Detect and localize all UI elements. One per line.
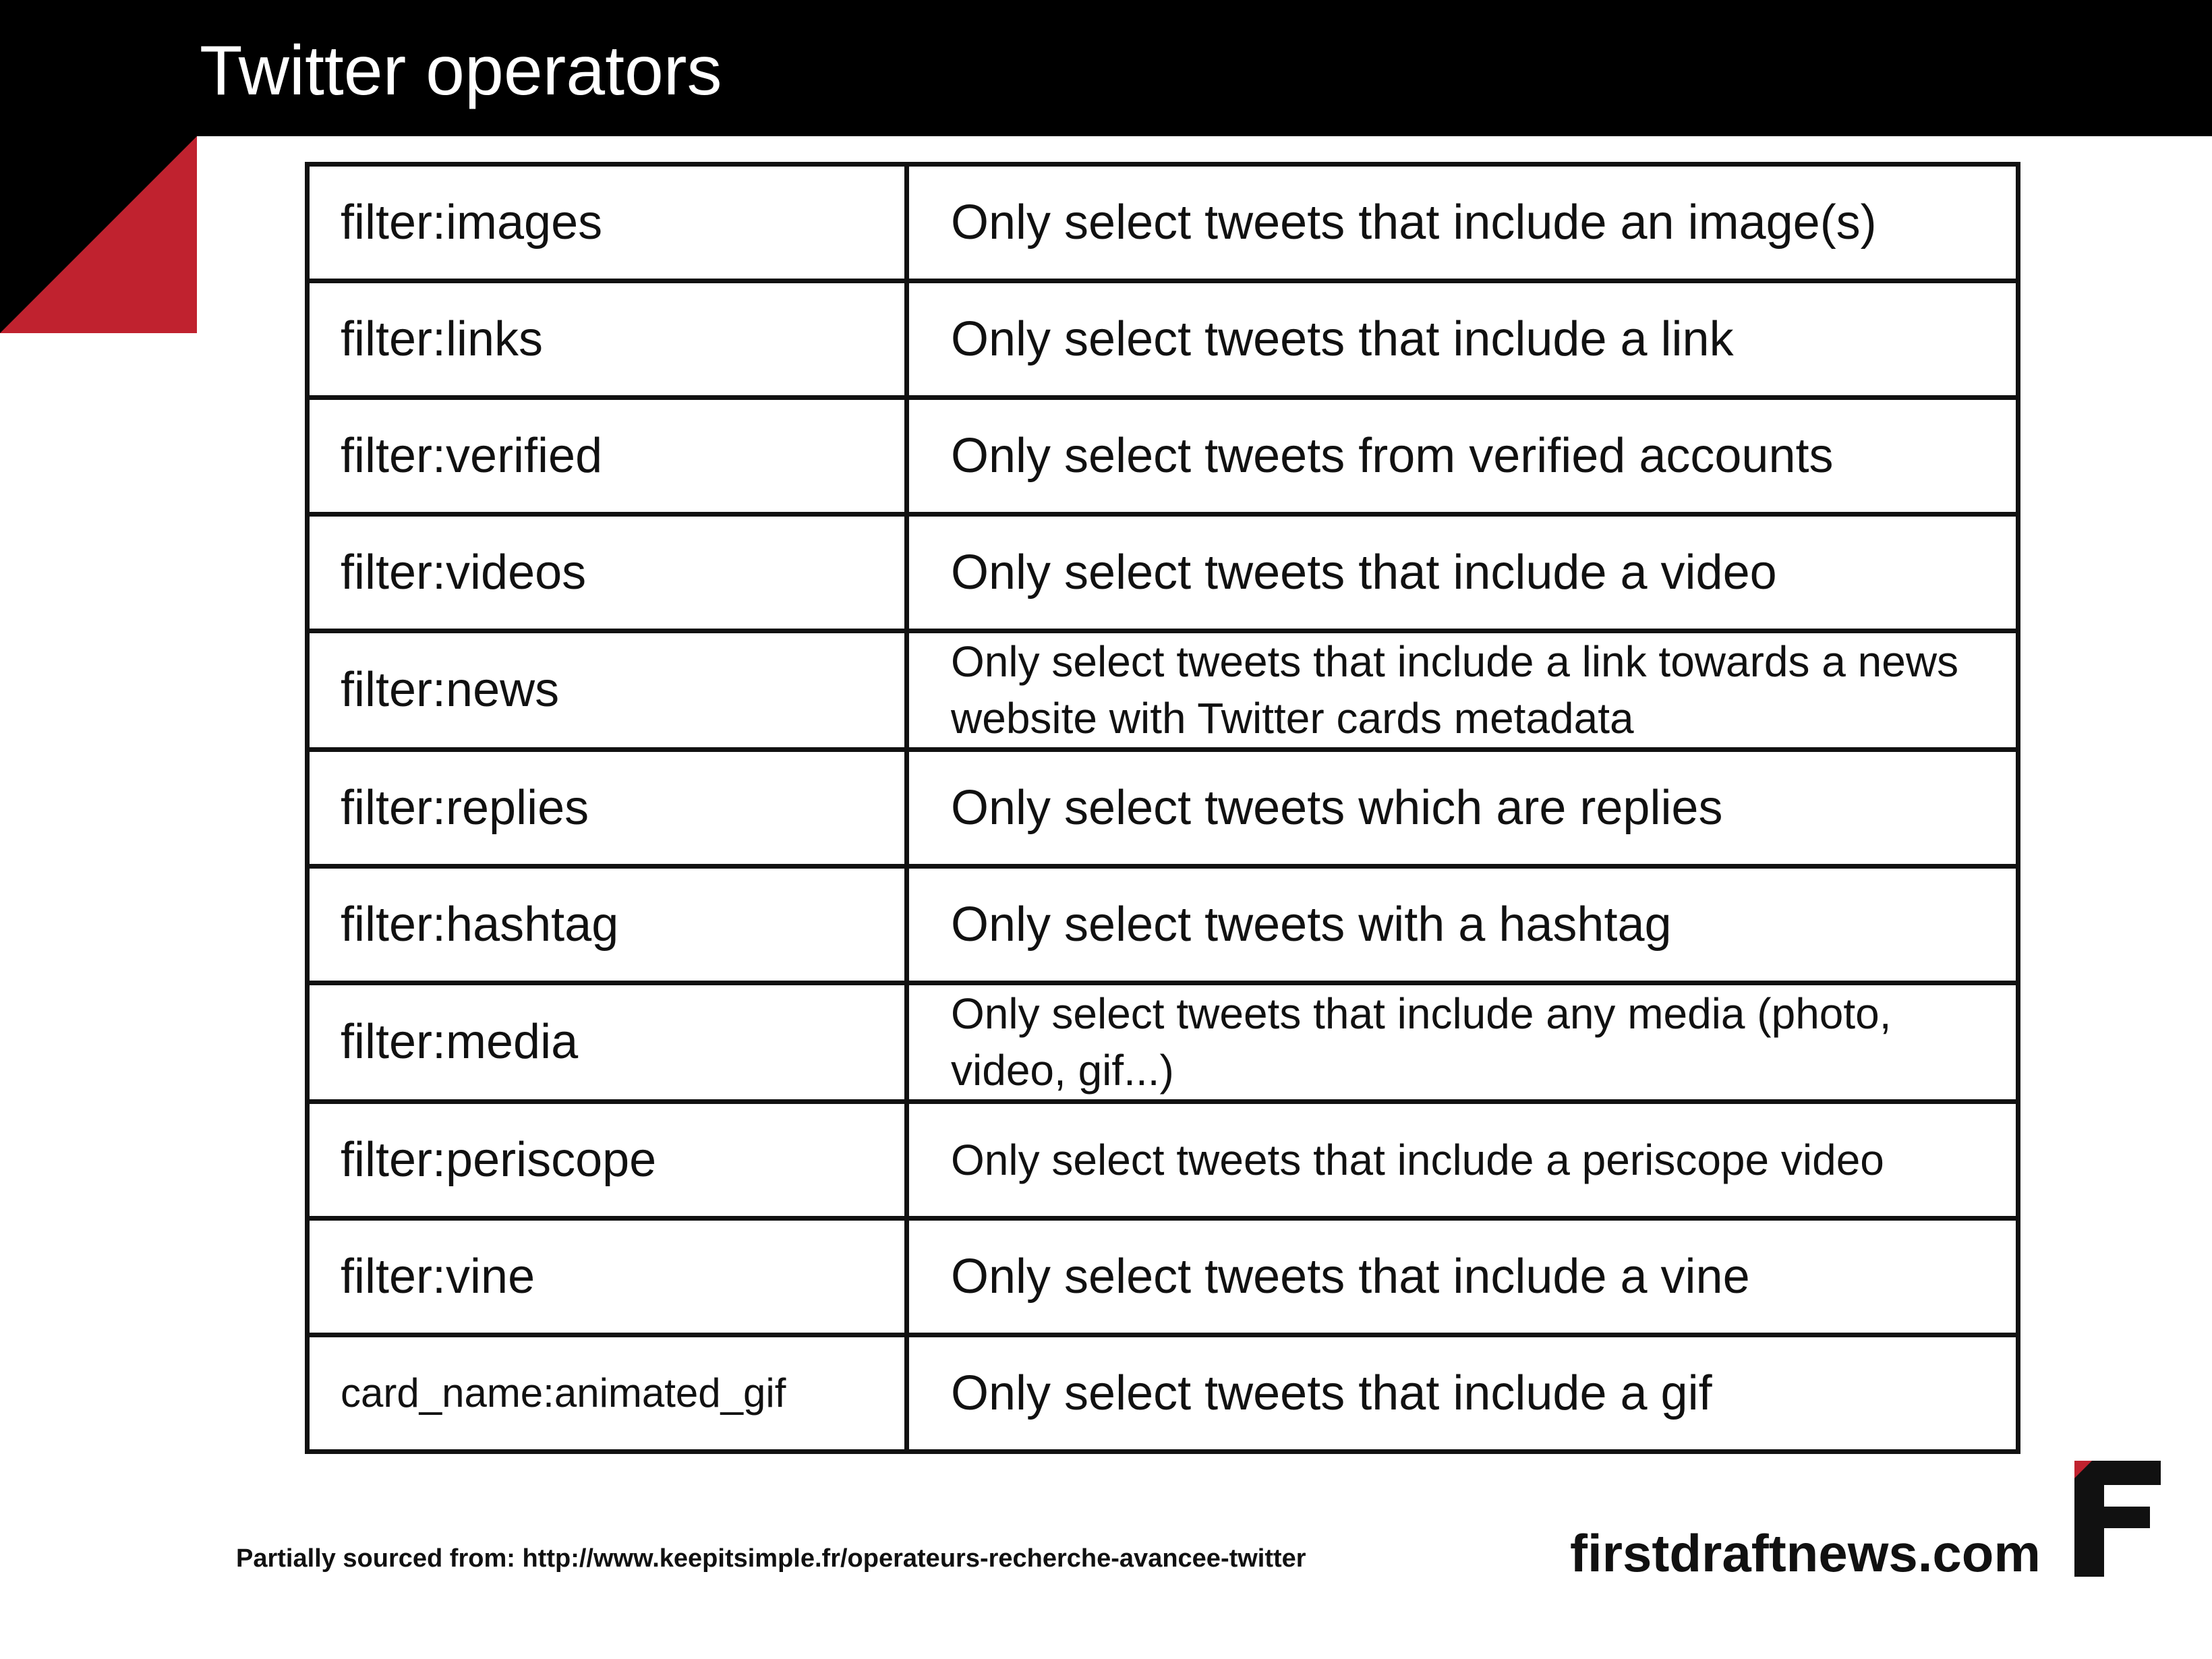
table-row [308, 281, 2018, 398]
table-row [308, 983, 2018, 1101]
table-row [308, 515, 2018, 631]
description-cell: Only select tweets that include an image(s) [907, 165, 2018, 281]
description-cell: Only select tweets that include a link towards a news website with Twitter cards metadata [907, 631, 2018, 750]
description-cell: Only select tweets which are replies [907, 749, 2018, 866]
table-row [308, 1101, 2018, 1218]
table-row [308, 749, 2018, 866]
operator-cell: filter:verified [308, 398, 907, 515]
description-cell: Only select tweets that include any media (photo, video, gif...) [907, 983, 2018, 1101]
operator-cell: filter:periscope [308, 1101, 907, 1218]
table-row [308, 631, 2018, 750]
description-cell: Only select tweets that include a vine [907, 1218, 2018, 1335]
page-title: Twitter operators [200, 32, 722, 110]
operator-cell: filter:media [308, 983, 907, 1101]
operator-cell: filter:hashtag [308, 866, 907, 983]
description-cell: Only select tweets that include a link [907, 281, 2018, 398]
description-cell: Only select tweets that include a gif [907, 1335, 2018, 1451]
description-cell: Only select tweets from verified accounts [907, 398, 2018, 515]
operator-cell: filter:videos [308, 515, 907, 631]
table-row [308, 1335, 2018, 1451]
operators-table [305, 162, 2020, 1454]
table-row [308, 165, 2018, 281]
operator-cell: card_name:animated_gif [308, 1335, 907, 1451]
table-row [308, 866, 2018, 983]
operator-cell: filter:links [308, 281, 907, 398]
table-row [308, 398, 2018, 515]
description-cell: Only select tweets that include a periscope video [907, 1101, 2018, 1218]
site-url: firstdraftnews.com [1570, 1523, 2041, 1583]
operator-cell: filter:vine [308, 1218, 907, 1335]
operator-cell: filter:images [308, 165, 907, 281]
source-note: Partially sourced from: http://www.keepitsimple.fr/operateurs-recherche-avancee-twitter [236, 1544, 1306, 1573]
table-row [308, 1218, 2018, 1335]
operator-cell: filter:replies [308, 749, 907, 866]
description-cell: Only select tweets that include a video [907, 515, 2018, 631]
operator-cell: filter:news [308, 631, 907, 750]
firstdraft-f-logo-icon [2074, 1461, 2161, 1577]
description-cell: Only select tweets with a hashtag [907, 866, 2018, 983]
